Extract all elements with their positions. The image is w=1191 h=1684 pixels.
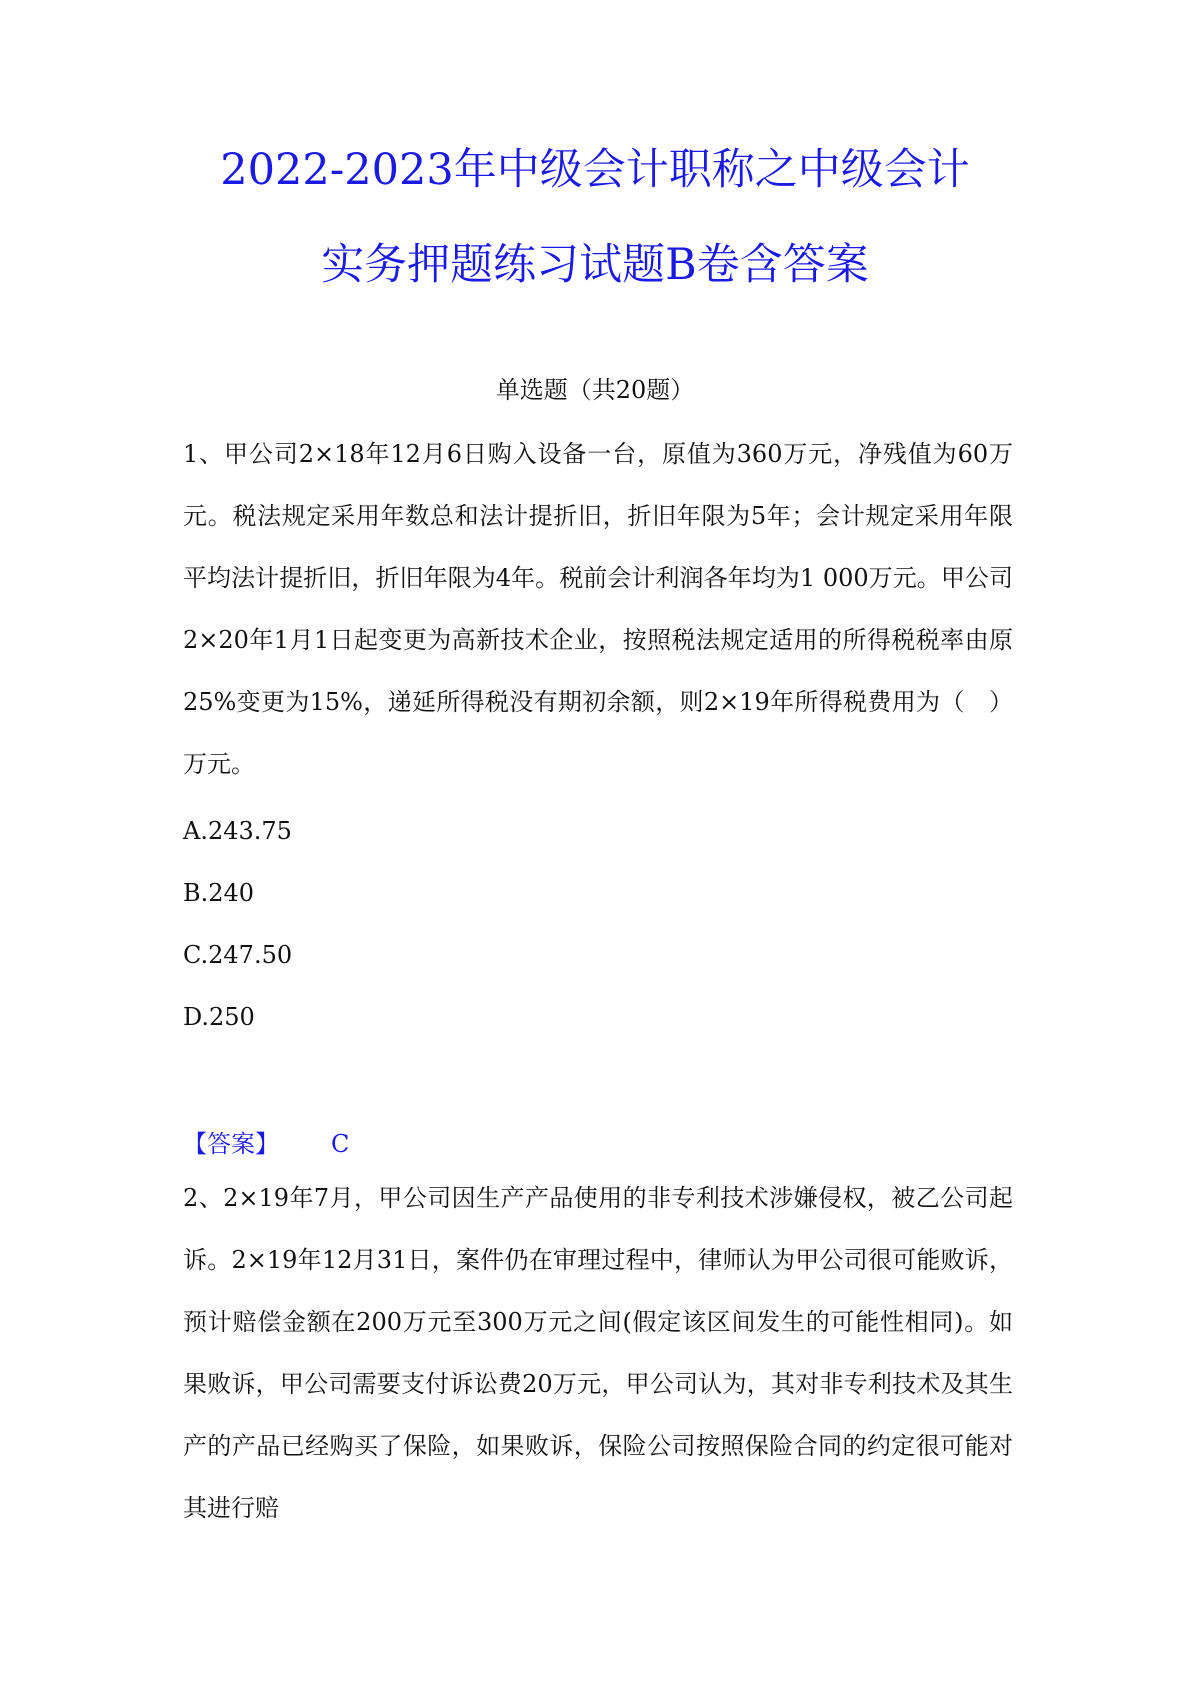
question-2-text: 2、2×19年7月，甲公司因生产产品使用的非专利技术涉嫌侵权，被乙公司起诉。2×19年12月31日，案件仍在审理过程中，律师认为甲公司很可能败诉，预计赔偿金额在200万元至300万元之间(假定该区间发生的可能性相同)。如果败诉，甲公司需要支付诉讼费20万元，甲公司认为，其对非专利技术及其生产的产品已经购买了保险，如果败诉，保险公司按照保险合同的约定很可能对其进行赔 (183, 1184, 1013, 1522)
section-title: 单选题（共20题） (495, 376, 695, 404)
question-1-option-a: A.243.75 (183, 817, 292, 845)
question-1-option-c: C.247.50 (183, 941, 293, 969)
question-1-answer (183, 1129, 349, 1159)
question-1-text: 1、甲公司2×18年12月6日购入设备一台，原值为360万元，净残值为60万元。税法规定采用年数总和法计提折旧，折旧年限为5年；会计规定采用年限平均法计提折旧，折旧年限为4年。税前会计利润各年均为1 000万元。甲公司2×20年1月1日起变更为高新技术企业，按照税法规定适用的所得税税率由原25%变更为15%，递延所得税没有期初余额，则2×19年所得税费用为（ ）万元。 (183, 440, 1013, 778)
document-title-line-1: 2022-2023年中级会计职称之中级会计 (220, 145, 970, 195)
question-1-option-b: B.240 (183, 879, 255, 907)
document-title-line-2: 实务押题练习试题B卷含答案 (321, 240, 869, 290)
answer-value: C (331, 1130, 350, 1158)
answer-label: 【答案】 (183, 1130, 279, 1158)
question-1-option-d: D.250 (183, 1003, 255, 1031)
